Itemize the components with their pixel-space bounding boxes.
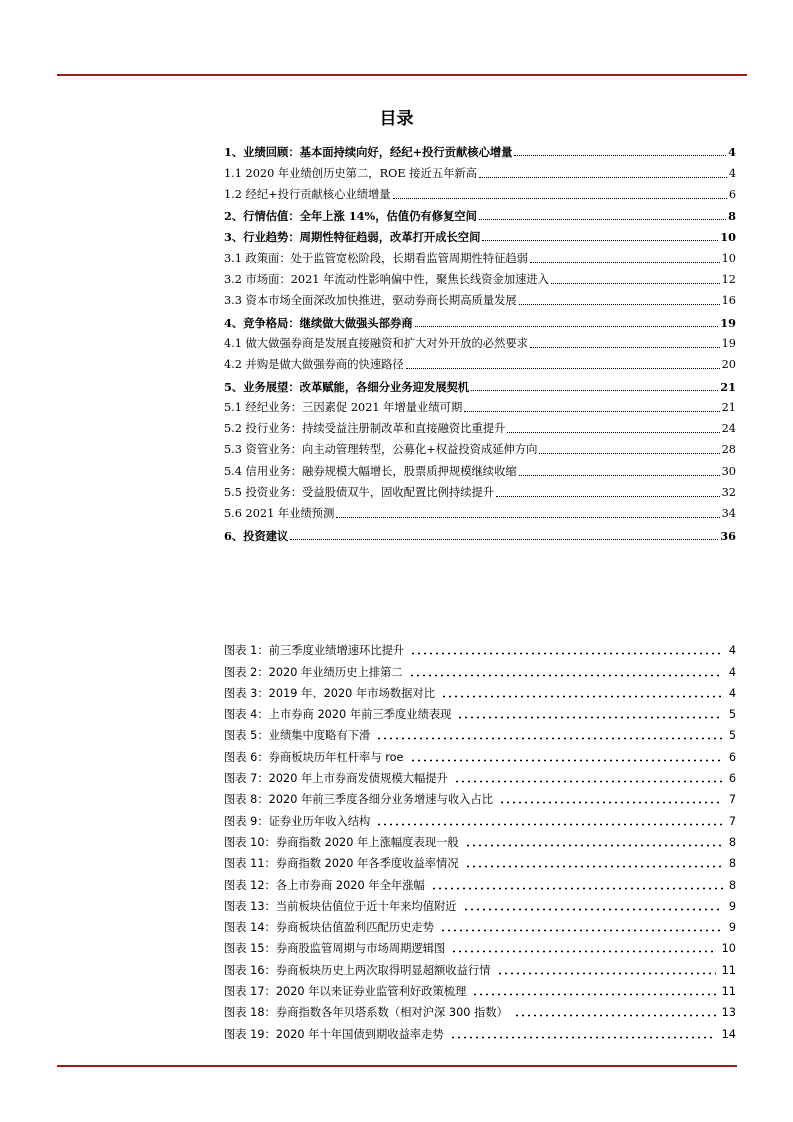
- figure-entry-label: 图表 17：2020 年以来证券业监管利好政策梳理: [224, 985, 467, 999]
- toc-entry-label: 3.1 政策面：处于监管宽松阶段，长期看监管周期性特征趋弱: [224, 251, 528, 265]
- figure-entry-page: 8: [728, 835, 736, 849]
- toc-entry[interactable]: [224, 244, 736, 265]
- figure-entry-page: 6: [728, 750, 736, 764]
- figure-entry-page: 10: [721, 942, 736, 956]
- figure-entry[interactable]: [224, 850, 736, 871]
- toc-leader-dots: [539, 453, 719, 454]
- figure-leader-dots: [440, 929, 723, 932]
- figure-entry[interactable]: [224, 786, 736, 807]
- figure-entry-label: 图表 10：券商指数 2020 年上涨幅度表现一般: [224, 835, 459, 849]
- toc-entry-page: 19: [720, 315, 736, 330]
- figure-entry-page: 8: [728, 878, 736, 892]
- toc-title: 目录: [379, 109, 414, 129]
- figure-leader-dots: [463, 908, 723, 911]
- toc-entry[interactable]: [224, 202, 736, 223]
- figure-entry[interactable]: [224, 637, 736, 658]
- figure-entry[interactable]: [224, 935, 736, 956]
- toc-leader-dots: [336, 517, 719, 518]
- figure-leader-dots: [376, 737, 722, 740]
- figure-leader-dots: [454, 780, 723, 783]
- figure-entry[interactable]: [224, 871, 736, 892]
- figure-entry[interactable]: [224, 807, 736, 828]
- figure-leader-dots: [431, 887, 723, 890]
- toc-leader-dots: [415, 326, 719, 327]
- toc-leader-dots: [393, 198, 727, 199]
- figure-entry-label: 图表 7：2020 年上市券商发债规模大幅提升: [224, 772, 448, 786]
- toc-leader-dots: [519, 475, 720, 476]
- figure-entry-page: 4: [728, 665, 736, 679]
- figure-leader-dots: [497, 972, 716, 975]
- toc-entry-label: 5、业务展望：改革赋能，各细分业务迎发展契机: [224, 379, 470, 394]
- toc-entry[interactable]: [224, 372, 736, 393]
- figure-entry-label: 图表 5：业绩集中度略有下滑: [224, 729, 371, 743]
- toc-entry-page: 20: [721, 358, 736, 372]
- toc-entry-label: 5.5 投资业务：受益股债双牛，固收配置比例持续提升: [224, 486, 495, 500]
- figure-entry-label: 图表 16：券商板块历史上两次取得明显超额收益行情: [224, 963, 491, 977]
- figure-entry-label: 图表 2：2020 年业绩历史上排第二: [224, 665, 403, 679]
- toc-entry-page: 10: [720, 230, 736, 245]
- toc-entry-page: 34: [721, 507, 736, 521]
- toc-entry-label: 5.2 投行业务：持续受益注册制改革和直接融资比重提升: [224, 422, 506, 436]
- toc-entry-label: 5.3 资管业务：向主动管理转型，公募化+权益投资成延伸方向: [224, 443, 538, 457]
- figure-leader-dots: [376, 823, 722, 826]
- toc-entry-page: 28: [721, 443, 736, 457]
- figure-leader-dots: [457, 716, 722, 719]
- figure-entry[interactable]: [224, 829, 736, 850]
- toc-entry[interactable]: [224, 266, 736, 287]
- toc-leader-dots: [482, 240, 718, 241]
- figure-entry-label: 图表 1：前三季度业绩增速环比提升: [224, 644, 405, 658]
- figure-entry-page: 5: [728, 729, 736, 743]
- figure-entry-page: 8: [728, 857, 736, 871]
- figure-entry[interactable]: [224, 999, 736, 1020]
- toc-entry[interactable]: [224, 521, 736, 542]
- toc-entry-page: 19: [721, 336, 736, 350]
- figure-leader-dots: [441, 695, 723, 698]
- toc-entry-label: 1、业绩回顾：基本面持续向好，经纪+投行贡献核心增量: [224, 145, 513, 160]
- figure-entry-page: 5: [728, 708, 736, 722]
- figure-entry-page: 11: [721, 963, 736, 977]
- figure-entry-label: 图表 6：券商板块历年杠杆率与 roe: [224, 750, 404, 764]
- figure-leader-dots: [514, 1014, 716, 1017]
- figure-entry-label: 图表 3：2019 年、2020 年市场数据对比: [224, 686, 436, 700]
- list-of-figures: [224, 637, 736, 1042]
- toc-entry-label: 3、行业趋势：周期性特征趋弱，改革打开成长空间: [224, 230, 481, 245]
- toc-entry[interactable]: [224, 415, 736, 436]
- figure-entry-page: 14: [721, 1027, 736, 1041]
- toc-leader-dots: [551, 283, 720, 284]
- figure-leader-dots: [410, 652, 723, 655]
- toc-entry-page: 4: [728, 145, 736, 160]
- toc-entry[interactable]: [224, 223, 736, 244]
- toc-entry[interactable]: [224, 287, 736, 308]
- toc-entry-page: 24: [721, 422, 736, 436]
- figure-entry[interactable]: [224, 743, 736, 764]
- figure-entry-page: 9: [728, 899, 736, 913]
- figure-leader-dots: [450, 1036, 716, 1039]
- toc-leader-dots: [479, 177, 727, 178]
- figure-leader-dots: [499, 801, 723, 804]
- toc-entry[interactable]: [224, 330, 736, 351]
- footer-rule: [57, 1065, 737, 1067]
- toc-entry-label: 5.4 信用业务：融券规模大幅增长，股票质押规模继续收缩: [224, 464, 517, 478]
- figure-entry-label: 图表 8：2020 年前三季度各细分业务增速与收入占比: [224, 793, 494, 807]
- toc-leader-dots: [530, 262, 720, 263]
- toc-entry[interactable]: [224, 308, 736, 329]
- figure-leader-dots: [465, 865, 723, 868]
- toc-leader-dots: [290, 539, 718, 540]
- toc-entry[interactable]: [224, 181, 736, 202]
- toc-entry-label: 4、竞争格局：继续做大做强头部券商: [224, 315, 413, 330]
- toc-entry[interactable]: [224, 159, 736, 180]
- toc-entry[interactable]: [224, 351, 736, 372]
- figure-entry-label: 图表 4：上市券商 2020 年前三季度业绩表现: [224, 708, 452, 722]
- toc-entry-label: 2、行情估值：全年上涨 14%，估值仍有修复空间: [224, 209, 477, 224]
- figure-entry[interactable]: [224, 956, 736, 977]
- figure-entry-page: 7: [728, 814, 736, 828]
- toc-leader-dots: [471, 390, 718, 391]
- figure-entry[interactable]: [224, 1020, 736, 1041]
- toc-entry[interactable]: [224, 479, 736, 500]
- figure-entry-page: 4: [728, 644, 736, 658]
- toc-entry-page: 36: [720, 528, 736, 543]
- toc-leader-dots: [464, 411, 719, 412]
- figure-entry-label: 图表 11：券商指数 2020 年各季度收益率情况: [224, 857, 459, 871]
- figure-leader-dots: [451, 950, 715, 953]
- toc-entry-page: 21: [720, 379, 736, 394]
- figure-entry-page: 13: [721, 1006, 736, 1020]
- toc-entry[interactable]: [224, 500, 736, 521]
- toc-entry-label: 6、投资建议: [224, 528, 289, 543]
- figure-entry-page: 7: [728, 793, 736, 807]
- figure-entry-label: 图表 12：各上市券商 2020 年全年涨幅: [224, 878, 425, 892]
- toc-entry[interactable]: [224, 138, 736, 159]
- toc-entry[interactable]: [224, 436, 736, 457]
- toc-leader-dots: [514, 155, 726, 156]
- toc-entry-page: 30: [721, 464, 736, 478]
- toc-entry-label: 1.1 2020 年业绩创历史第二，ROE 接近五年新高: [224, 166, 477, 180]
- figure-leader-dots: [465, 844, 723, 847]
- toc-entry-page: 32: [721, 486, 736, 500]
- figure-entry[interactable]: [224, 914, 736, 935]
- toc-entry-label: 5.6 2021 年业绩预测: [224, 507, 335, 521]
- header-rule: [57, 74, 747, 76]
- toc-entry-label: 1.2 经纪+投行贡献核心业绩增量: [224, 187, 391, 201]
- figure-entry[interactable]: [224, 978, 736, 999]
- toc-entry-page: 12: [721, 273, 736, 287]
- toc-entry-label: 5.1 经纪业务：三因素促 2021 年增量业绩可期: [224, 400, 463, 414]
- figure-entry-label: 图表 13：当前板块估值位于近十年来均值附近: [224, 899, 457, 913]
- figure-entry-label: 图表 14：券商板块估值盈利匹配历史走势: [224, 921, 435, 935]
- figure-entry-label: 图表 15：券商股监管周期与市场周期逻辑图: [224, 942, 446, 956]
- toc-entry-label: 3.3 资本市场全面深改加快推进，驱动券商长期高质量发展: [224, 294, 517, 308]
- toc-entry[interactable]: [224, 394, 736, 415]
- toc-entry-page: 8: [728, 209, 736, 224]
- figure-entry[interactable]: [224, 765, 736, 786]
- figure-leader-dots: [409, 674, 723, 677]
- toc-entry-page: 16: [721, 294, 736, 308]
- toc-entry-page: 21: [721, 400, 736, 414]
- figure-entry-page: 6: [728, 772, 736, 786]
- toc-entry-page: 4: [728, 166, 736, 180]
- table-of-contents: [224, 138, 736, 543]
- toc-leader-dots: [479, 219, 726, 220]
- toc-entry-page: 10: [721, 251, 736, 265]
- toc-leader-dots: [406, 368, 720, 369]
- toc-leader-dots: [496, 496, 720, 497]
- figure-leader-dots: [472, 993, 715, 996]
- figure-entry[interactable]: [224, 658, 736, 679]
- figure-entry-page: 11: [721, 985, 736, 999]
- figure-entry-page: 9: [728, 921, 736, 935]
- figure-entry-label: 图表 9：证券业历年收入结构: [224, 814, 371, 828]
- figure-entry-label: 图表 18：券商指数各年贝塔系数（相对沪深 300 指数）: [224, 1006, 508, 1020]
- toc-entry-page: 6: [728, 187, 736, 201]
- figure-entry-page: 4: [728, 686, 736, 700]
- figure-entry[interactable]: [224, 893, 736, 914]
- toc-entry[interactable]: [224, 457, 736, 478]
- toc-leader-dots: [519, 304, 720, 305]
- toc-leader-dots: [507, 432, 719, 433]
- toc-leader-dots: [530, 347, 720, 348]
- figure-leader-dots: [410, 759, 723, 762]
- toc-entry-label: 4.2 并购是做大做强券商的快速路径: [224, 358, 404, 372]
- figure-entry[interactable]: [224, 701, 736, 722]
- toc-entry-label: 3.2 市场面：2021 年流动性影响偏中性，聚焦长线资金加速进入: [224, 273, 550, 287]
- figure-entry-label: 图表 19：2020 年十年国债到期收益率走势: [224, 1027, 444, 1041]
- toc-entry-label: 4.1 做大做强券商是发展直接融资和扩大对外开放的必然要求: [224, 336, 528, 350]
- figure-entry[interactable]: [224, 722, 736, 743]
- figure-entry[interactable]: [224, 680, 736, 701]
